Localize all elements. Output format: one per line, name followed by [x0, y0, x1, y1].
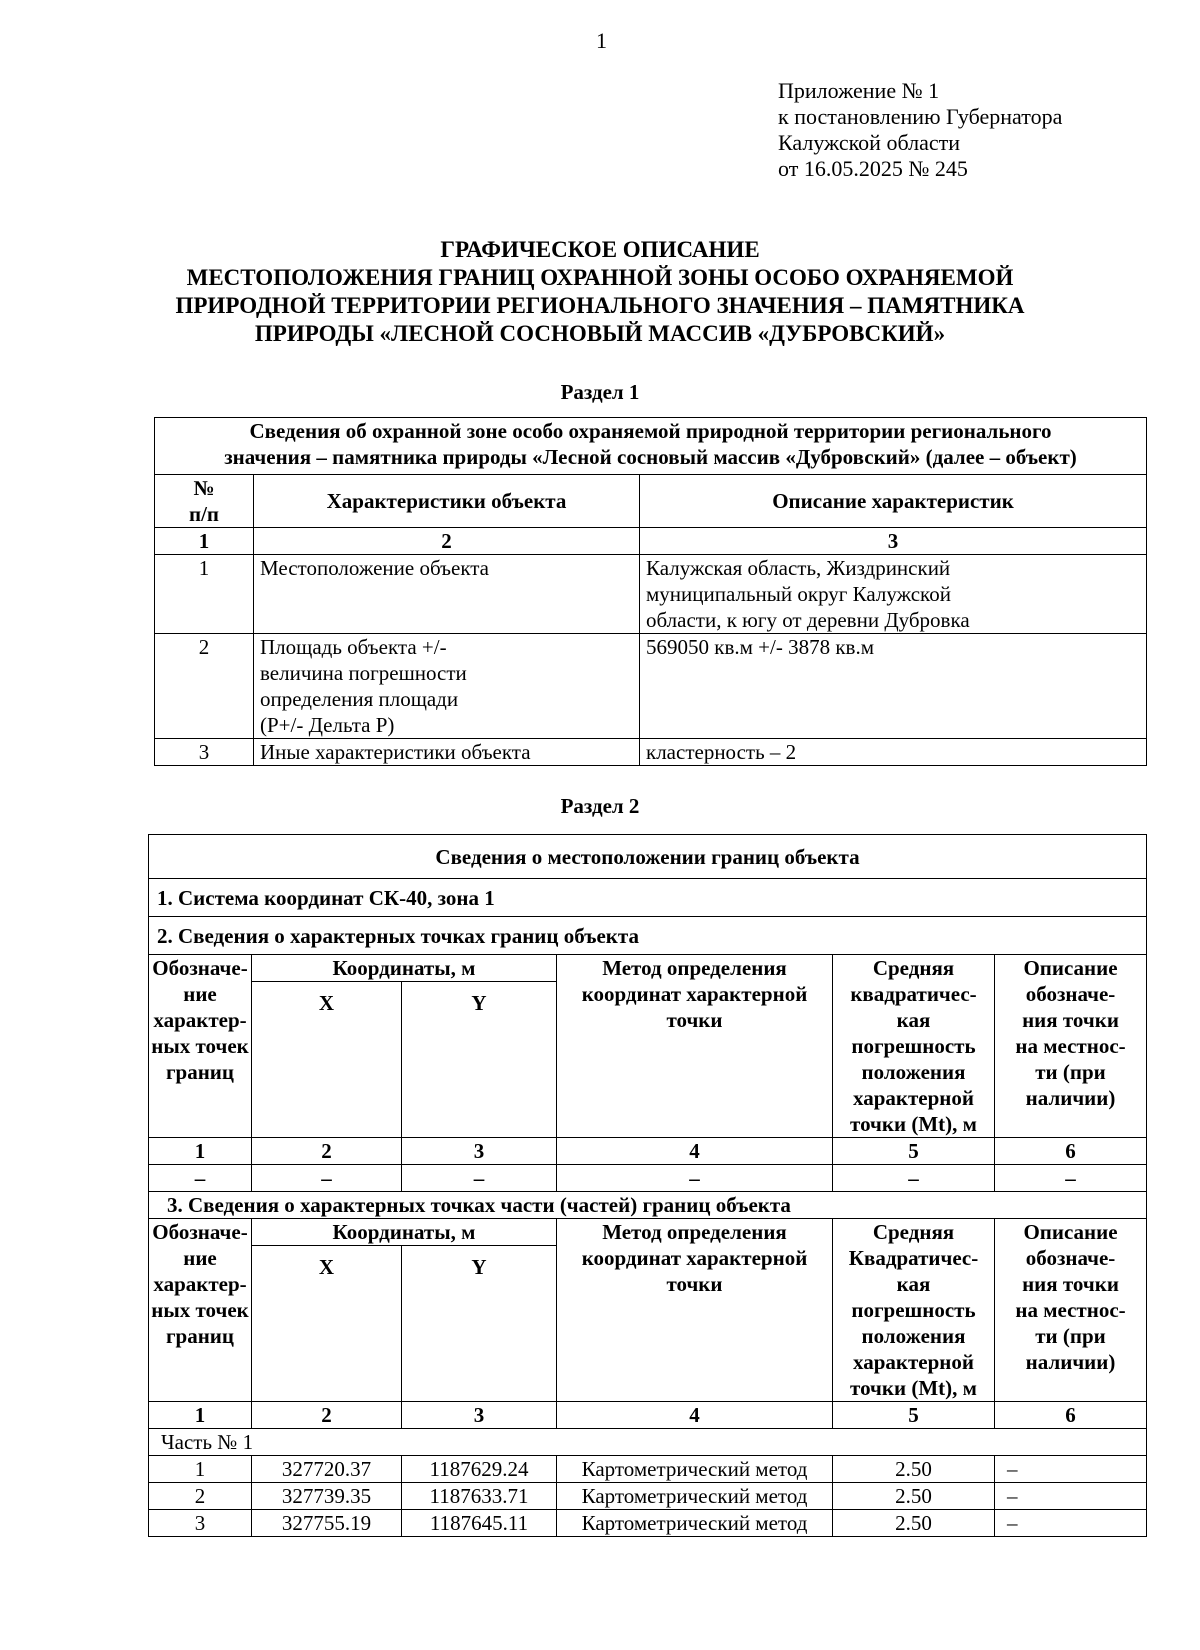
col-method [557, 955, 833, 1138]
point-number: 3 [149, 1510, 252, 1537]
cell-line: Местоположение объекта [260, 556, 490, 580]
row-characteristic [254, 555, 640, 634]
cell-line: Описание [1023, 956, 1118, 980]
cell-line: ние [183, 982, 217, 1006]
appendix-line: Приложение № 1 [778, 78, 940, 103]
table-row [155, 634, 1147, 739]
coord-system: 1. Система координат СК-40, зона 1 [149, 879, 1147, 917]
cell-line: обозначе- [1025, 982, 1116, 1006]
cell-line: Обозначе- [152, 956, 248, 980]
col-description [995, 1219, 1147, 1402]
cell-line: обозначе- [1025, 1246, 1116, 1270]
col-desc-header: Описание характеристик [640, 475, 1147, 528]
cell-line: характер- [153, 1008, 247, 1032]
point-x: 327739.35 [252, 1483, 402, 1510]
cell-line: наличии) [1025, 1086, 1116, 1110]
object-info-table [154, 417, 1147, 766]
cell-line: характер- [153, 1272, 247, 1296]
cell-line: наличии) [1025, 1350, 1116, 1374]
empty-cell: – [995, 1165, 1147, 1192]
cell-line: ния точки [1022, 1272, 1119, 1296]
col-index: 4 [557, 1138, 833, 1165]
title-line: ПРИРОДЫ «ЛЕСНОЙ СОСНОВЫЙ МАССИВ «ДУБРОВСКИЙ» [254, 321, 946, 346]
col-index: 6 [995, 1138, 1147, 1165]
point-row [149, 1483, 1147, 1510]
points-header: 2. Сведения о характерных точках границ объекта [149, 917, 1147, 955]
row-num: 2 [155, 634, 254, 739]
point-method: Картометрический метод [557, 1483, 833, 1510]
col-index: 6 [995, 1402, 1147, 1429]
cell-line: кластерность – 2 [646, 740, 797, 764]
cell-line: точки [666, 1008, 723, 1032]
col-x: X [252, 982, 402, 1138]
col-index: 2 [252, 1402, 402, 1429]
col-index: 1 [155, 528, 254, 555]
cell-line: Средняя [872, 1220, 955, 1244]
col-index: 4 [557, 1402, 833, 1429]
cell-line: точки (Mt), м [850, 1376, 977, 1400]
point-method: Картометрический метод [557, 1510, 833, 1537]
point-method: Картометрический метод [557, 1456, 833, 1483]
parts-header: 3. Сведения о характерных точках части (частей) границ объекта [149, 1192, 1147, 1219]
empty-cell: – [252, 1165, 402, 1192]
cell-line: координат характерной [581, 982, 808, 1006]
title-line: МЕСТОПОЛОЖЕНИЯ ГРАНИЦ ОХРАННОЙ ЗОНЫ ОСОБО ОХРАНЯЕМОЙ [186, 265, 1014, 290]
cell-line: Метод определения [602, 956, 787, 980]
point-mt: 2.50 [833, 1483, 995, 1510]
col-description [995, 955, 1147, 1138]
cell-line: точки (Mt), м [850, 1112, 977, 1136]
cell-line: ния точки [1022, 1008, 1119, 1032]
cell-line: Иные характеристики объекта [260, 740, 531, 764]
cell-line: Средняя [872, 956, 955, 980]
table-row [155, 555, 1147, 634]
cell-line: муниципальный округ Калужской [646, 582, 951, 606]
table1-header [155, 418, 1147, 475]
cell-line: ти (при [1035, 1324, 1106, 1348]
appendix-line: к постановлению Губернатора [778, 104, 1063, 129]
point-mt: 2.50 [833, 1510, 995, 1537]
cell-line: ние [183, 1246, 217, 1270]
section2-title: Раздел 2 [560, 794, 640, 818]
empty-row [149, 1165, 1147, 1192]
col-index: 5 [833, 1402, 995, 1429]
empty-cell: – [833, 1165, 995, 1192]
col-index: 2 [254, 528, 640, 555]
empty-cell: – [402, 1165, 557, 1192]
col-index: 3 [640, 528, 1147, 555]
empty-cell: – [557, 1165, 833, 1192]
col-error [833, 955, 995, 1138]
appendix-date: от 16.05.2025 № 245 [778, 156, 968, 181]
cell-line: положения [861, 1324, 966, 1348]
col-x: X [252, 1246, 402, 1402]
cell-line: характерной [852, 1350, 975, 1374]
col-num-line: п/п [188, 502, 220, 526]
col-num-header [155, 475, 254, 528]
point-desc: – [995, 1510, 1147, 1537]
cell-line: определения площади [260, 687, 459, 711]
cell-line: погрешность [851, 1034, 976, 1058]
cell-line: ти (при [1035, 1060, 1106, 1084]
point-x: 327720.37 [252, 1456, 402, 1483]
cell-line: ных точек [151, 1034, 249, 1058]
header-line: Сведения об охранной зоне особо охраняемой природной территории регионального [249, 419, 1052, 443]
row-characteristic [254, 634, 640, 739]
col-designation [149, 955, 252, 1138]
col-char-header: Характеристики объекта [254, 475, 640, 528]
row-description [640, 555, 1147, 634]
cell-line: (Р+/- Дельта Р) [260, 713, 395, 737]
table-row [155, 739, 1147, 766]
cell-line: Квадратичес- [848, 1246, 979, 1270]
point-desc: – [995, 1483, 1147, 1510]
row-num: 3 [155, 739, 254, 766]
col-index: 3 [402, 1138, 557, 1165]
section2-header: Сведения о местоположении границ объекта [149, 835, 1147, 879]
col-num-line: № [193, 476, 215, 500]
col-y: Y [402, 982, 557, 1138]
row-description [640, 634, 1147, 739]
row-characteristic [254, 739, 640, 766]
cell-line: кая [896, 1008, 931, 1032]
cell-line: Обозначе- [152, 1220, 248, 1244]
row-description [640, 739, 1147, 766]
cell-line: квадратичес- [850, 982, 977, 1006]
cell-line: точки [666, 1272, 723, 1296]
part-label: Часть № 1 [149, 1429, 1147, 1456]
section1-title: Раздел 1 [560, 380, 640, 404]
point-x: 327755.19 [252, 1510, 402, 1537]
col-y: Y [402, 1246, 557, 1402]
point-row [149, 1456, 1147, 1483]
col-index: 5 [833, 1138, 995, 1165]
boundary-table [148, 834, 1147, 1537]
cell-line: на местнос- [1015, 1298, 1126, 1322]
point-number: 2 [149, 1483, 252, 1510]
cell-line: границ [165, 1060, 234, 1084]
col-method [557, 1219, 833, 1402]
col-coords: Координаты, м [252, 1219, 557, 1246]
col-coords: Координаты, м [252, 955, 557, 982]
cell-line: погрешность [851, 1298, 976, 1322]
col-index: 1 [149, 1138, 252, 1165]
cell-line: ных точек [151, 1298, 249, 1322]
title-line: ПРИРОДНОЙ ТЕРРИТОРИИ РЕГИОНАЛЬНОГО ЗНАЧЕНИЯ – ПАМЯТНИКА [175, 293, 1025, 318]
cell-line: Метод определения [602, 1220, 787, 1244]
cell-line: положения [861, 1060, 966, 1084]
cell-line: 569050 кв.м +/- 3878 кв.м [646, 635, 874, 659]
cell-line: Площадь объекта +/- [260, 635, 447, 659]
col-index: 3 [402, 1402, 557, 1429]
point-number: 1 [149, 1456, 252, 1483]
page-number: 1 [596, 28, 607, 53]
col-designation [149, 1219, 252, 1402]
cell-line: границ [165, 1324, 234, 1348]
cell-line: величина погрешности [260, 661, 467, 685]
document-title [60, 236, 1140, 348]
cell-line: на местнос- [1015, 1034, 1126, 1058]
point-y: 1187633.71 [402, 1483, 557, 1510]
point-y: 1187629.24 [402, 1456, 557, 1483]
point-desc: – [995, 1456, 1147, 1483]
col-error [833, 1219, 995, 1402]
point-row [149, 1510, 1147, 1537]
empty-cell: – [149, 1165, 252, 1192]
col-index: 2 [252, 1138, 402, 1165]
title-line: ГРАФИЧЕСКОЕ ОПИСАНИЕ [440, 237, 760, 262]
appendix-block [778, 78, 1062, 182]
cell-line: области, к югу от деревни Дубровка [646, 608, 970, 632]
cell-line: Калужская область, Жиздринский [646, 556, 951, 580]
point-mt: 2.50 [833, 1456, 995, 1483]
cell-line: кая [896, 1272, 931, 1296]
col-index: 1 [149, 1402, 252, 1429]
appendix-line: Калужской области [778, 130, 960, 155]
point-y: 1187645.11 [402, 1510, 557, 1537]
row-num: 1 [155, 555, 254, 634]
cell-line: координат характерной [581, 1246, 808, 1270]
cell-line: Описание [1023, 1220, 1118, 1244]
cell-line: характерной [852, 1086, 975, 1110]
header-line: значения – памятника природы «Лесной сосновый массив «Дубровский» (далее – объект) [224, 445, 1077, 469]
